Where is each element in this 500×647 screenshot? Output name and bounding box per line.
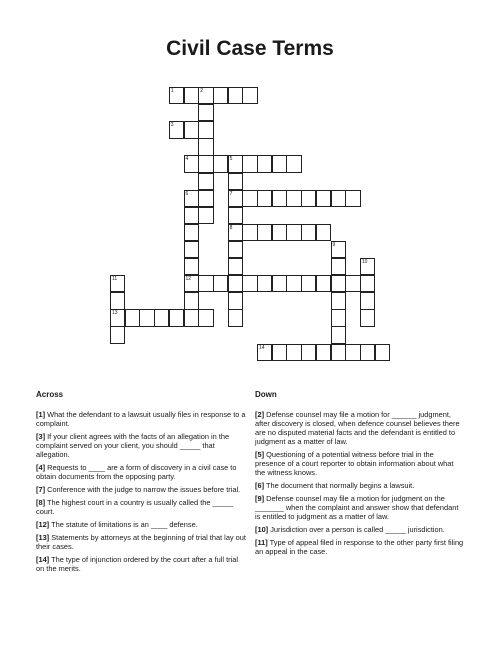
down-heading: Down [255,390,277,399]
grid-cell[interactable] [331,309,346,326]
clue-number: [4] [36,463,46,472]
clue-text: The highest court in a country is usually called the _____ court. [36,498,234,516]
grid-cell[interactable] [169,309,184,326]
grid-cell[interactable] [139,309,154,326]
cell-number: 7 [229,190,233,197]
grid-cell[interactable] [228,275,243,292]
grid-cell[interactable] [316,275,331,292]
grid-cell[interactable] [286,224,301,241]
across-clue [36,463,246,481]
clue-number: [7] [36,485,46,494]
grid-cell[interactable] [242,224,257,241]
grid-cell[interactable] [257,275,272,292]
clue-text: Defense counsel may file a motion for ______ judgment, after discovery is closed, when defence counsel believes there are no disputed material facts and the defendant is entitled to judgment as a matter of law. [255,410,460,446]
grid-cell[interactable] [110,326,125,343]
across-clue [36,485,246,494]
grid-cell[interactable] [242,275,257,292]
clue-number: [9] [255,494,265,503]
clue-text: Defense counsel may file a motion for judgment on the _______ when the complaint and answer show that defendant is entitled to judgment as a matter of law. [255,494,459,521]
cell-number: 3 [170,122,174,129]
grid-cell[interactable] [272,155,287,172]
grid-cell[interactable] [169,121,184,138]
clue-number: [11] [255,538,268,547]
grid-cell[interactable] [316,344,331,361]
cell-number: 2 [200,88,203,94]
across-clue [36,410,246,428]
cell-number: 6 [185,190,189,197]
cell-number: 5 [229,156,233,163]
grid-cell[interactable] [360,292,375,309]
grid-cell[interactable] [331,275,346,292]
across-clue [36,432,246,459]
clue-text: What the defendant to a lawsuit usually files in response to a complaint. [36,410,246,428]
grid-cell[interactable] [375,344,390,361]
across-heading: Across [36,390,64,399]
grid-cell[interactable] [228,241,243,258]
grid-cell[interactable] [272,224,287,241]
grid-cell[interactable] [242,190,257,207]
down-clue [255,410,465,446]
grid-cell[interactable] [228,87,243,104]
grid-cell[interactable] [110,275,125,292]
grid-cell[interactable] [257,344,272,361]
grid-cell[interactable] [213,275,228,292]
grid-cell[interactable] [331,344,346,361]
grid-cell[interactable] [198,104,213,121]
grid-cell[interactable] [198,275,213,292]
cell-number: 12 [185,276,192,283]
grid-cell[interactable] [345,190,360,207]
grid-cell[interactable] [184,241,199,258]
grid-cell[interactable] [125,309,140,326]
grid-cell[interactable] [198,121,213,138]
clue-text: Statements by attorneys at the beginning of trial that lay out their cases. [36,533,246,551]
grid-cell[interactable] [184,207,199,224]
grid-cell[interactable] [316,224,331,241]
grid-cell[interactable] [198,87,213,104]
across-clue [36,498,246,516]
clue-text: Conference with the judge to narrow the issues before trial. [45,485,241,494]
grid-cell[interactable] [184,224,199,241]
grid-cell[interactable] [345,344,360,361]
grid-cell[interactable] [331,258,346,275]
cell-number: 14 [259,344,265,351]
across-clue [36,555,246,573]
grid-cell[interactable] [228,155,243,172]
clue-number: [1] [36,410,46,419]
across-clues [36,390,246,577]
clue-text: The type of injunction ordered by the court after a full trial on the merits. [36,555,238,573]
cell-number: 4 [185,156,189,163]
grid-cell[interactable] [242,87,257,104]
down-clues [255,390,465,560]
grid-cell[interactable] [198,207,213,224]
clue-text: The document that normally begins a lawsuit. [264,481,415,490]
clue-text: Jurisdiction over a person is called _____ jurisdiction. [268,525,445,534]
clue-text: Questioning of a potential witness before trial in the presence of a court reporter to obtain information about what the witness knows. [255,450,454,477]
grid-cell[interactable] [198,138,213,155]
grid-cell[interactable] [184,258,199,275]
clue-number: [8] [36,498,46,507]
clue-number: [12] [36,520,50,529]
grid-cell[interactable] [360,344,375,361]
grid-cell[interactable] [110,309,125,326]
down-clue [255,538,465,556]
grid-cell[interactable] [213,87,228,104]
grid-cell[interactable] [360,275,375,292]
grid-cell[interactable] [316,190,331,207]
grid-cell[interactable] [331,326,346,343]
grid-cell[interactable] [360,258,375,275]
clue-number: [10] [255,525,269,534]
page-title: Civil Case Terms [166,37,334,60]
grid-cell[interactable] [184,275,199,292]
grid-cell[interactable] [110,292,125,309]
grid-cell[interactable] [286,190,301,207]
clue-number: [13] [36,533,50,542]
grid-cell[interactable] [301,190,316,207]
grid-cell[interactable] [198,190,213,207]
cell-number: 10 [361,259,368,265]
clue-number: [6] [255,481,265,490]
grid-cell[interactable] [184,155,199,172]
grid-cell[interactable] [169,87,184,104]
clue-number: [5] [255,450,265,459]
grid-cell[interactable] [228,224,243,241]
grid-cell[interactable] [184,292,199,309]
grid-cell[interactable] [228,309,243,326]
grid-cell[interactable] [301,344,316,361]
grid-cell[interactable] [301,224,316,241]
grid-cell[interactable] [272,344,287,361]
grid-cell[interactable] [345,275,360,292]
grid-cell[interactable] [331,241,346,258]
down-clue [255,450,465,477]
clue-number: [3] [36,432,46,441]
grid-cell[interactable] [242,155,257,172]
grid-cell[interactable] [198,309,213,326]
grid-cell[interactable] [184,190,199,207]
across-clue [36,520,246,529]
clue-text: The statute of limitations is an ____ defense. [49,520,198,529]
clue-number: [14] [36,555,50,564]
down-clue [255,494,465,521]
grid-cell[interactable] [198,173,213,190]
grid-cell[interactable] [184,121,199,138]
grid-cell[interactable] [154,309,169,326]
cell-number: 13 [112,310,118,317]
down-clue [255,525,465,534]
cell-number: 9 [332,241,336,248]
grid-cell[interactable] [257,155,272,172]
clue-text: Type of appeal filed in response to the other party first filing an appeal in the case. [255,538,464,556]
clue-number: [2] [255,410,265,419]
across-clue [36,533,246,551]
grid-cell[interactable] [228,258,243,275]
clue-text: If your client agrees with the facts of an allegation in the complaint served on your client, you should _____ that allegation. [36,432,230,459]
grid-cell[interactable] [286,344,301,361]
grid-cell[interactable] [228,207,243,224]
grid-cell[interactable] [213,155,228,172]
clue-text: Requests to ____ are a form of discovery in a civil case to obtain documents from the opposing party. [36,463,237,481]
grid-cell[interactable] [286,155,301,172]
grid-cell[interactable] [184,309,199,326]
grid-cell[interactable] [331,292,346,309]
cell-number: 1 [170,88,174,94]
grid-cell[interactable] [228,292,243,309]
grid-cell[interactable] [228,190,243,207]
grid-cell[interactable] [331,190,346,207]
grid-cell[interactable] [257,190,272,207]
grid-cell[interactable] [360,309,375,326]
grid-cell[interactable] [228,173,243,190]
grid-cell[interactable] [301,275,316,292]
grid-cell[interactable] [272,190,287,207]
cell-number: 11 [112,276,118,283]
grid-cell[interactable] [286,275,301,292]
grid-cell[interactable] [184,87,199,104]
grid-cell[interactable] [257,224,272,241]
cell-number: 8 [229,224,233,231]
down-clue [255,481,465,490]
grid-cell[interactable] [272,275,287,292]
grid-cell[interactable] [198,155,213,172]
